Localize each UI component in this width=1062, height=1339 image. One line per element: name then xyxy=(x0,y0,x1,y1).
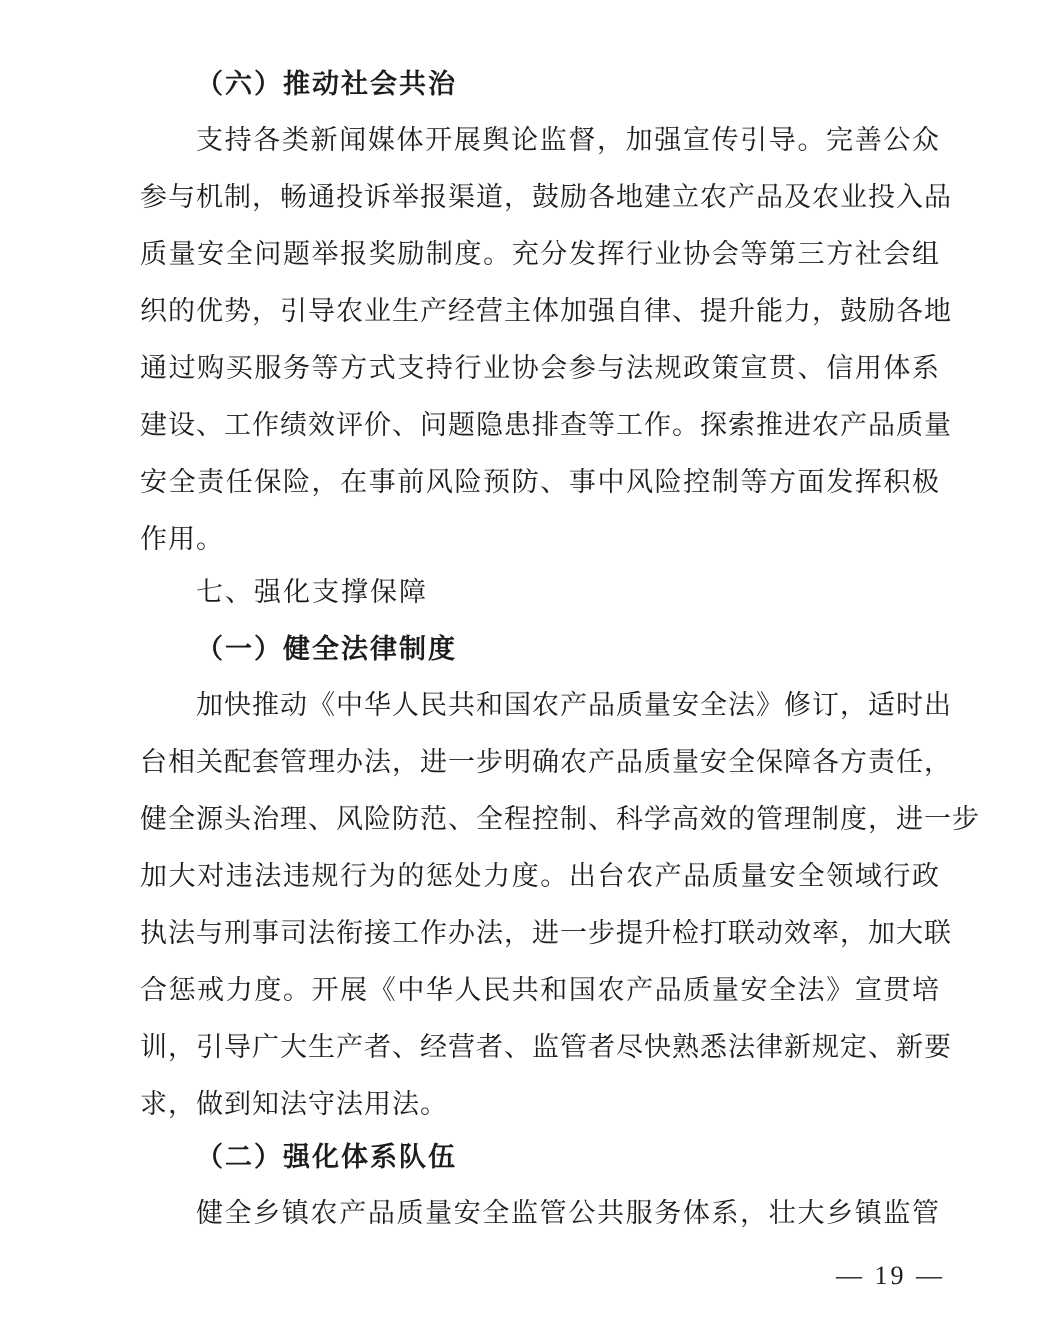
paragraph-line: 台相关配套管理办法，进一步明确农产品质量安全保障各方责任， xyxy=(140,747,952,778)
section-heading-6: （六）推动社会共治 xyxy=(196,69,457,100)
paragraph-line: 训，引导广大生产者、经营者、监管者尽快熟悉法律新规定、新要 xyxy=(140,1032,952,1063)
chapter-heading-7: 七、强化支撑保障 xyxy=(196,577,428,608)
section-heading-7-2: （二）强化体系队伍 xyxy=(196,1142,457,1173)
section-heading-7-1: （一）健全法律制度 xyxy=(196,634,457,665)
paragraph-line: 健全源头治理、风险防范、全程控制、科学高效的管理制度，进一步 xyxy=(140,804,980,835)
paragraph-line: 建设、工作绩效评价、问题隐患排查等工作。探索推进农产品质量 xyxy=(140,410,952,441)
page-number: — 19 — xyxy=(836,1261,945,1290)
paragraph-line: 织的优势，引导农业生产经营主体加强自律、提升能力，鼓励各地 xyxy=(140,296,952,327)
paragraph-line: 合惩戒力度。开展《中华人民共和国农产品质量安全法》宣贯培 xyxy=(140,975,940,1006)
paragraph-line: 作用。 xyxy=(140,524,224,555)
paragraph-line: 加快推动《中华人民共和国农产品质量安全法》修订，适时出 xyxy=(196,690,952,721)
paragraph-line: 参与机制，畅通投诉举报渠道，鼓励各地建立农产品及农业投入品 xyxy=(140,182,952,213)
paragraph-line: 求，做到知法守法用法。 xyxy=(140,1089,448,1120)
paragraph-line: 执法与刑事司法衔接工作办法，进一步提升检打联动效率，加大联 xyxy=(140,918,952,949)
paragraph-line: 通过购买服务等方式支持行业协会参与法规政策宣贯、信用体系 xyxy=(140,353,940,384)
paragraph-line: 健全乡镇农产品质量安全监管公共服务体系，壮大乡镇监管 xyxy=(196,1198,940,1229)
paragraph-line: 安全责任保险，在事前风险预防、事中风险控制等方面发挥积极 xyxy=(140,467,940,498)
paragraph-line: 质量安全问题举报奖励制度。充分发挥行业协会等第三方社会组 xyxy=(140,239,940,270)
paragraph-line: 加大对违法违规行为的惩处力度。出台农产品质量安全领域行政 xyxy=(140,861,940,892)
paragraph-line: 支持各类新闻媒体开展舆论监督，加强宣传引导。完善公众 xyxy=(196,125,940,156)
